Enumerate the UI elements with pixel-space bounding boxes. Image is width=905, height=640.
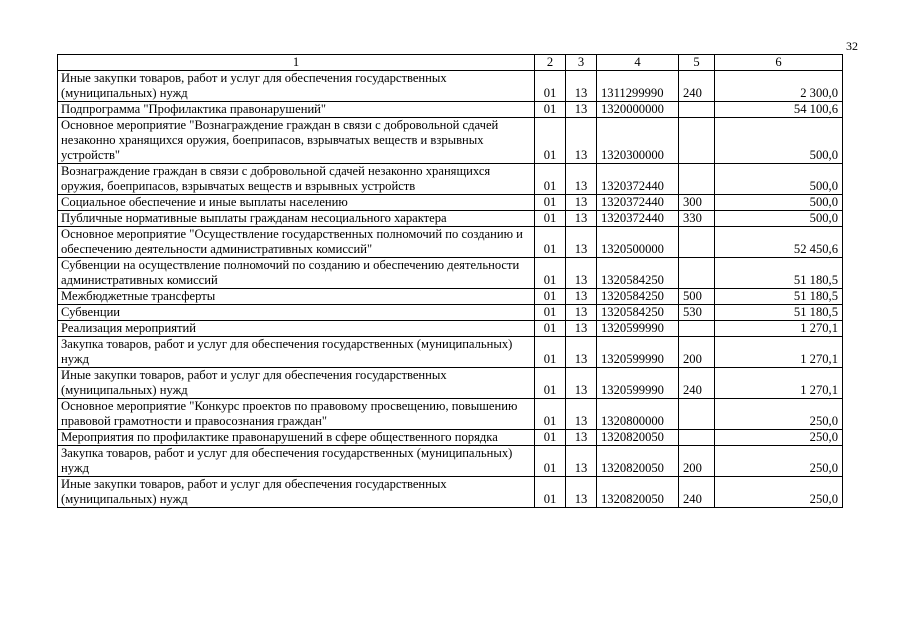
section-code-cell: 01 bbox=[535, 305, 566, 321]
target-item-code-cell: 1320584250 bbox=[597, 305, 679, 321]
amount-cell: 54 100,6 bbox=[715, 102, 843, 118]
expense-type-code-cell bbox=[679, 164, 715, 195]
amount-cell: 1 270,1 bbox=[715, 368, 843, 399]
amount-cell: 250,0 bbox=[715, 446, 843, 477]
expense-type-code-cell: 530 bbox=[679, 305, 715, 321]
section-code-cell: 01 bbox=[535, 399, 566, 430]
subsection-code-cell: 13 bbox=[566, 399, 597, 430]
amount-cell: 250,0 bbox=[715, 399, 843, 430]
section-code-cell: 01 bbox=[535, 477, 566, 508]
section-code-cell: 01 bbox=[535, 289, 566, 305]
table-row bbox=[58, 305, 843, 321]
target-item-code-cell: 1320000000 bbox=[597, 102, 679, 118]
amount-cell: 500,0 bbox=[715, 211, 843, 227]
row-name-cell: Социальное обеспечение и иные выплаты населению bbox=[58, 195, 535, 211]
target-item-code-cell: 1320500000 bbox=[597, 227, 679, 258]
column-header-2: 2 bbox=[535, 55, 566, 71]
row-name-cell: Субвенции на осуществление полномочий по созданию и обеспечению деятельности административных комиссий bbox=[58, 258, 535, 289]
amount-cell: 52 450,6 bbox=[715, 227, 843, 258]
amount-cell: 500,0 bbox=[715, 195, 843, 211]
table-body bbox=[58, 71, 843, 508]
expense-type-code-cell: 200 bbox=[679, 446, 715, 477]
row-name-cell: Закупка товаров, работ и услуг для обеспечения государственных (муниципальных) нужд bbox=[58, 337, 535, 368]
expense-type-code-cell: 240 bbox=[679, 71, 715, 102]
subsection-code-cell: 13 bbox=[566, 71, 597, 102]
subsection-code-cell: 13 bbox=[566, 118, 597, 164]
row-name-cell: Основное мероприятие "Осуществление государственных полномочий по созданию и обеспечению деятельности административных комиссий" bbox=[58, 227, 535, 258]
section-code-cell: 01 bbox=[535, 164, 566, 195]
row-name-cell: Иные закупки товаров, работ и услуг для обеспечения государственных (муниципальных) нужд bbox=[58, 71, 535, 102]
amount-cell: 51 180,5 bbox=[715, 305, 843, 321]
table-row bbox=[58, 164, 843, 195]
row-name-cell: Субвенции bbox=[58, 305, 535, 321]
subsection-code-cell: 13 bbox=[566, 321, 597, 337]
expense-type-code-cell bbox=[679, 227, 715, 258]
section-code-cell: 01 bbox=[535, 211, 566, 227]
expense-type-code-cell: 300 bbox=[679, 195, 715, 211]
row-name-cell: Иные закупки товаров, работ и услуг для обеспечения государственных (муниципальных) нужд bbox=[58, 368, 535, 399]
row-name-cell: Подпрограмма "Профилактика правонарушений" bbox=[58, 102, 535, 118]
section-code-cell: 01 bbox=[535, 258, 566, 289]
target-item-code-cell: 1320820050 bbox=[597, 477, 679, 508]
table-row bbox=[58, 337, 843, 368]
row-name-cell: Реализация мероприятий bbox=[58, 321, 535, 337]
target-item-code-cell: 1320599990 bbox=[597, 321, 679, 337]
table-row bbox=[58, 258, 843, 289]
target-item-code-cell: 1320820050 bbox=[597, 446, 679, 477]
expense-type-code-cell: 330 bbox=[679, 211, 715, 227]
target-item-code-cell: 1320372440 bbox=[597, 164, 679, 195]
subsection-code-cell: 13 bbox=[566, 258, 597, 289]
row-name-cell: Мероприятия по профилактике правонарушений в сфере общественного порядка bbox=[58, 430, 535, 446]
expense-type-code-cell bbox=[679, 321, 715, 337]
subsection-code-cell: 13 bbox=[566, 289, 597, 305]
table-row bbox=[58, 102, 843, 118]
expense-type-code-cell bbox=[679, 118, 715, 164]
target-item-code-cell: 1320599990 bbox=[597, 368, 679, 399]
subsection-code-cell: 13 bbox=[566, 477, 597, 508]
row-name-cell: Закупка товаров, работ и услуг для обеспечения государственных (муниципальных) нужд bbox=[58, 446, 535, 477]
subsection-code-cell: 13 bbox=[566, 368, 597, 399]
row-name-cell: Основное мероприятие "Вознаграждение граждан в связи с добровольной сдачей незаконно хранящихся оружия, боеприпасов, взрывчатых веществ и взрывных устройств" bbox=[58, 118, 535, 164]
column-header-5: 5 bbox=[679, 55, 715, 71]
section-code-cell: 01 bbox=[535, 337, 566, 368]
amount-cell: 2 300,0 bbox=[715, 71, 843, 102]
amount-cell: 250,0 bbox=[715, 477, 843, 508]
table-row bbox=[58, 430, 843, 446]
column-header-4: 4 bbox=[597, 55, 679, 71]
section-code-cell: 01 bbox=[535, 368, 566, 399]
section-code-cell: 01 bbox=[535, 430, 566, 446]
table-row bbox=[58, 399, 843, 430]
target-item-code-cell: 1320800000 bbox=[597, 399, 679, 430]
subsection-code-cell: 13 bbox=[566, 227, 597, 258]
row-name-cell: Публичные нормативные выплаты гражданам несоциального характера bbox=[58, 211, 535, 227]
amount-cell: 500,0 bbox=[715, 164, 843, 195]
subsection-code-cell: 13 bbox=[566, 430, 597, 446]
target-item-code-cell: 1320372440 bbox=[597, 211, 679, 227]
subsection-code-cell: 13 bbox=[566, 164, 597, 195]
table-row bbox=[58, 211, 843, 227]
column-header-3: 3 bbox=[566, 55, 597, 71]
section-code-cell: 01 bbox=[535, 118, 566, 164]
section-code-cell: 01 bbox=[535, 71, 566, 102]
subsection-code-cell: 13 bbox=[566, 102, 597, 118]
page-number: 32 bbox=[846, 39, 858, 53]
section-code-cell: 01 bbox=[535, 446, 566, 477]
table-row bbox=[58, 118, 843, 164]
row-name-cell: Вознаграждение граждан в связи с добровольной сдачей незаконно хранящихся оружия, боеприпасов, взрывчатых веществ и взрывных устройств bbox=[58, 164, 535, 195]
amount-cell: 51 180,5 bbox=[715, 289, 843, 305]
section-code-cell: 01 bbox=[535, 195, 566, 211]
subsection-code-cell: 13 bbox=[566, 195, 597, 211]
subsection-code-cell: 13 bbox=[566, 211, 597, 227]
expense-type-code-cell: 200 bbox=[679, 337, 715, 368]
row-name-cell: Иные закупки товаров, работ и услуг для обеспечения государственных (муниципальных) нужд bbox=[58, 477, 535, 508]
table-row bbox=[58, 195, 843, 211]
budget-table bbox=[57, 54, 843, 508]
amount-cell: 500,0 bbox=[715, 118, 843, 164]
table-row bbox=[58, 368, 843, 399]
table-row bbox=[58, 446, 843, 477]
amount-cell: 51 180,5 bbox=[715, 258, 843, 289]
table-header-row bbox=[58, 55, 843, 71]
expense-type-code-cell: 500 bbox=[679, 289, 715, 305]
subsection-code-cell: 13 bbox=[566, 305, 597, 321]
section-code-cell: 01 bbox=[535, 102, 566, 118]
section-code-cell: 01 bbox=[535, 227, 566, 258]
target-item-code-cell: 1320372440 bbox=[597, 195, 679, 211]
expense-type-code-cell bbox=[679, 430, 715, 446]
column-header-6: 6 bbox=[715, 55, 843, 71]
target-item-code-cell: 1311299990 bbox=[597, 71, 679, 102]
subsection-code-cell: 13 bbox=[566, 446, 597, 477]
table-row bbox=[58, 289, 843, 305]
table-row bbox=[58, 477, 843, 508]
expense-type-code-cell bbox=[679, 102, 715, 118]
row-name-cell: Основное мероприятие "Конкурс проектов по правовому просвещению, повышению правовой грамотности и правосознания граждан" bbox=[58, 399, 535, 430]
expense-type-code-cell bbox=[679, 399, 715, 430]
table-row bbox=[58, 227, 843, 258]
target-item-code-cell: 1320300000 bbox=[597, 118, 679, 164]
amount-cell: 1 270,1 bbox=[715, 337, 843, 368]
amount-cell: 250,0 bbox=[715, 430, 843, 446]
expense-type-code-cell: 240 bbox=[679, 477, 715, 508]
target-item-code-cell: 1320820050 bbox=[597, 430, 679, 446]
row-name-cell: Межбюджетные трансферты bbox=[58, 289, 535, 305]
table-row bbox=[58, 321, 843, 337]
subsection-code-cell: 13 bbox=[566, 337, 597, 368]
expense-type-code-cell: 240 bbox=[679, 368, 715, 399]
amount-cell: 1 270,1 bbox=[715, 321, 843, 337]
expense-type-code-cell bbox=[679, 258, 715, 289]
target-item-code-cell: 1320599990 bbox=[597, 337, 679, 368]
section-code-cell: 01 bbox=[535, 321, 566, 337]
target-item-code-cell: 1320584250 bbox=[597, 258, 679, 289]
column-header-1: 1 bbox=[58, 55, 535, 71]
target-item-code-cell: 1320584250 bbox=[597, 289, 679, 305]
table-row bbox=[58, 71, 843, 102]
